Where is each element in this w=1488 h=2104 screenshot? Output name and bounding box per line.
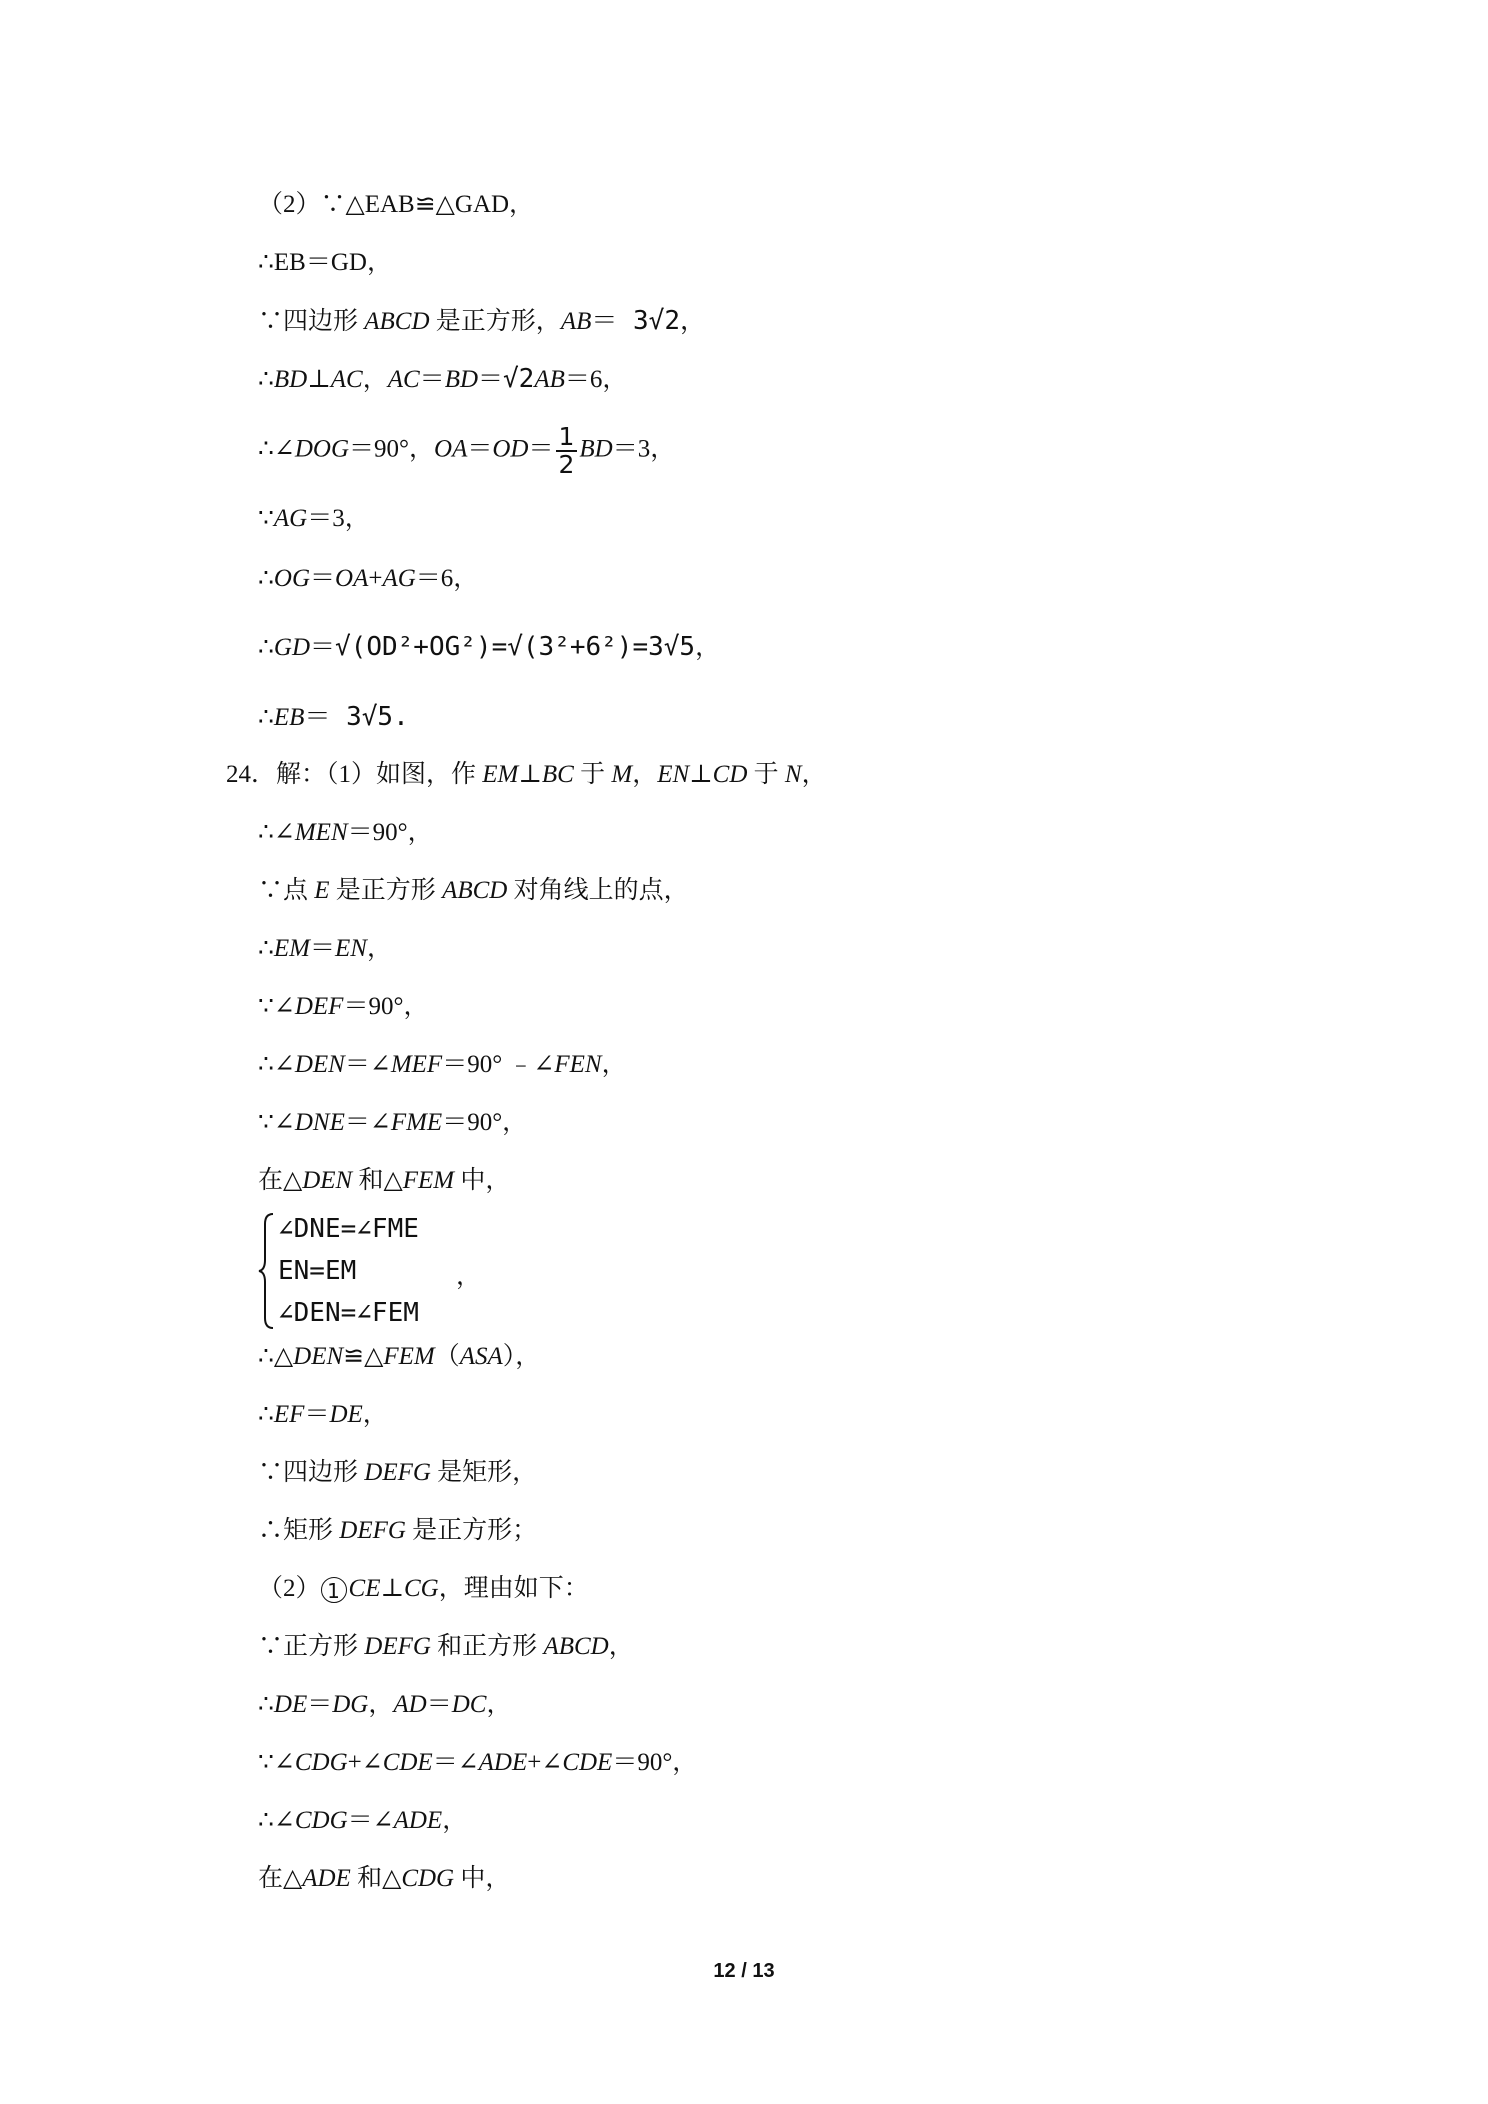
math-var: DEFG [339,1517,406,1544]
text: + [368,565,383,592]
text: ＝∠ [347,1807,394,1834]
math-var: CDE [382,1749,433,1776]
math-var: EF [273,1401,305,1428]
text: ， [366,935,392,962]
text: ＝90° ﹣∠ [442,1051,555,1078]
math-var: DG [332,1691,369,1718]
text: ∵∠ [258,1109,295,1136]
math-var: E [314,877,330,904]
math-var: MEN [294,819,348,846]
math-var: CD [712,761,748,788]
text: ， [695,634,721,661]
text: 对角线上的点， [507,877,689,904]
text: ∵∠ [258,993,295,1020]
proof-line-26 [258,1804,467,1838]
math-expression: =√(3²+6²) [491,632,633,662]
text: ∴矩形 [258,1517,340,1544]
text: ＝90°， [442,1109,528,1136]
condition-row-3: ∠DEN=∠FEM [278,1298,419,1328]
text: ， [368,1691,394,1718]
math-expression: √2 [503,364,535,394]
math-expression: √(OD²+OG²) [335,632,492,662]
text: ， [362,1401,388,1428]
text: 于 [573,761,612,788]
math-var: DE [273,1691,308,1718]
proof-line-9 [258,700,409,735]
text: ＝ [310,634,336,661]
text: +∠ [347,1749,383,1776]
text: ∴ [258,634,274,661]
math-var: OA [434,435,468,463]
proof-line-15 [258,1048,627,1082]
math-var: ASA [459,1343,503,1370]
fraction [556,424,578,478]
math-var: BC [541,761,574,788]
text: ∴∠ [258,819,295,846]
text: ∴ [258,1401,274,1428]
math-expression: ＝ 3√2， [591,306,706,336]
text: ∵正方形 [258,1633,365,1660]
text: 和△ [350,1865,402,1892]
math-var: M [611,761,633,788]
math-var: OG [273,565,311,592]
math-var: OD [492,435,529,463]
math-var: EN [335,935,367,962]
text: ＝ [304,1401,330,1428]
proof-line-24 [258,1688,511,1722]
math-var: DEN [294,1051,345,1078]
text: ∵∠ [258,1749,295,1776]
math-var: EN [657,761,690,788]
proof-line-3 [258,304,706,339]
text: 24．解：（1）如图，作 [226,761,483,788]
proof-line-11 [258,816,433,850]
text: ， [442,1807,468,1834]
condition-row-1: ∠DNE=∠FME [278,1214,419,1244]
fraction-denominator: 2 [558,450,575,479]
proof-line-12 [258,874,689,908]
question-24-heading [226,758,827,792]
text: ＝ [310,935,336,962]
text: ＝ [419,366,445,393]
math-var: FEM [402,1167,455,1194]
math-var: DNE [294,1109,345,1136]
text: ＝ [307,1691,333,1718]
math-var: ADE [478,1749,528,1776]
text: ∵ [258,505,274,532]
math-var: AG [273,505,308,532]
math-var: MEF [390,1051,443,1078]
math-var: AB [560,308,592,335]
text: ∴△ [258,1343,294,1370]
math-var: AG [382,565,416,592]
text: ∴∠ [258,1051,295,1078]
text: （2）∵△EAB≌△GAD， [258,191,535,218]
text: ＝ [310,565,336,592]
text: 和正方形 [430,1633,544,1660]
text: ）， [502,1343,541,1370]
proof-line-23 [258,1630,634,1664]
text: 是正方形 [329,877,443,904]
text: 中， [454,1167,511,1194]
math-var: N [784,761,802,788]
text: ∵四边形 [258,1459,365,1486]
proof-line-16 [258,1106,527,1140]
math-var: OA [335,565,369,592]
proof-line-21 [258,1514,537,1548]
text: ＝90°， [612,1749,698,1776]
text: ⊥ [689,761,713,788]
page-number: 12 / 13 [713,1960,775,1982]
text: ， [601,1051,627,1078]
text: 是矩形， [430,1459,538,1486]
math-var: CDG [294,1807,348,1834]
text: ＝6， [415,565,479,592]
condition-comma: ， [456,1263,482,1290]
text: ＝∠ [344,1051,391,1078]
math-var: CE [348,1575,381,1602]
text: 中， [454,1865,511,1892]
text: ， [486,1691,512,1718]
math-var: ADE [302,1865,351,1892]
proof-line-7 [258,562,478,596]
text: 在△ [258,1167,303,1194]
text: ， [362,366,388,393]
math-var: ABCD [442,877,508,904]
math-expression: =3√5 [632,632,696,662]
math-var: CDE [562,1749,613,1776]
text: ⊥ [307,366,331,393]
math-var: GD [273,634,311,661]
math-var: CDG [294,1749,348,1776]
text: ＝ [426,1691,452,1718]
text: ∴ [258,935,274,962]
proof-line-6 [258,502,370,536]
text: ∵点 [258,877,315,904]
text: ⊥ [518,761,542,788]
math-var: CDG [401,1865,455,1892]
left-brace-icon [258,1212,276,1330]
math-var: DEN [293,1343,344,1370]
math-var: AB [534,366,565,393]
math-var: AC [330,366,363,393]
proof-line-8 [258,630,720,665]
text: （2） [258,1575,321,1602]
text: ＝∠ [432,1749,479,1776]
text: ∴∠ [258,1807,295,1834]
text: 是正方形， [429,308,561,335]
math-expression: ＝ 3√5. [304,702,409,732]
math-var: BD [273,366,308,393]
proof-line-5 [258,424,675,478]
math-var: ABCD [364,308,430,335]
text: ≌△ [343,1343,384,1370]
text: ＝∠ [344,1109,391,1136]
math-var: ABCD [543,1633,609,1660]
proof-line-2 [258,246,392,280]
proof-line-17 [258,1164,510,1198]
text: ＝90°， [347,819,433,846]
text: ＝3， [612,435,676,463]
math-var: FME [390,1109,443,1136]
text: ＝ [467,435,493,463]
text: ∴ [258,366,274,393]
math-var: DC [451,1691,487,1718]
text: ∴EB＝GD， [258,249,392,276]
text: 是正方形； [405,1517,538,1544]
proof-line-25 [258,1746,697,1780]
text: ，理由如下： [438,1575,589,1602]
math-var: AC [387,366,420,393]
text: +∠ [527,1749,563,1776]
math-var: FEN [554,1051,602,1078]
text: ＝6， [564,366,628,393]
text: ＝ [528,435,554,463]
text: 于 [747,761,785,788]
math-var: EM [482,761,519,788]
math-var: FEM [383,1343,435,1370]
text: ∴ [258,704,274,731]
proof-line-20 [258,1456,537,1490]
proof-line-27 [258,1862,510,1896]
math-var: DEN [302,1167,353,1194]
math-var: EB [273,704,305,731]
proof-line-14 [258,990,428,1024]
math-var: CG [403,1575,439,1602]
math-var: DE [329,1401,363,1428]
proof-line-19 [258,1398,388,1432]
proof-line-1 [258,188,534,222]
text: ∴∠ [258,435,295,463]
math-var: DEFG [364,1633,431,1660]
math-var: EM [273,935,311,962]
circled-number: 1 [321,1577,347,1603]
proof-line-18 [258,1340,540,1374]
math-var: AD [393,1691,427,1718]
fraction-numerator: 1 [556,424,578,452]
math-var: DEFG [364,1459,431,1486]
text: ， [801,761,827,788]
text: 在△ [258,1865,303,1892]
text: 和△ [352,1167,403,1194]
text: ， [632,761,658,788]
text: ＝90°， [343,993,429,1020]
math-var: DEF [294,993,344,1020]
proof-line-13 [258,932,392,966]
text: ＝90°， [349,435,435,463]
math-var: BD [444,366,479,393]
proof-line-22 [258,1572,589,1606]
text: ∴ [258,565,274,592]
math-var: ADE [393,1807,443,1834]
proof-line-4 [258,362,627,397]
math-var: BD [579,435,613,463]
text: ＝ [478,366,504,393]
text: （ [434,1343,460,1370]
text: ＝3， [307,505,370,532]
text: ∴ [258,1691,274,1718]
text: ⊥ [380,1575,404,1602]
math-var: DOG [294,435,350,463]
text: ， [608,1633,634,1660]
text: ∵四边形 [258,308,365,335]
condition-row-2: EN=EM [278,1256,357,1286]
